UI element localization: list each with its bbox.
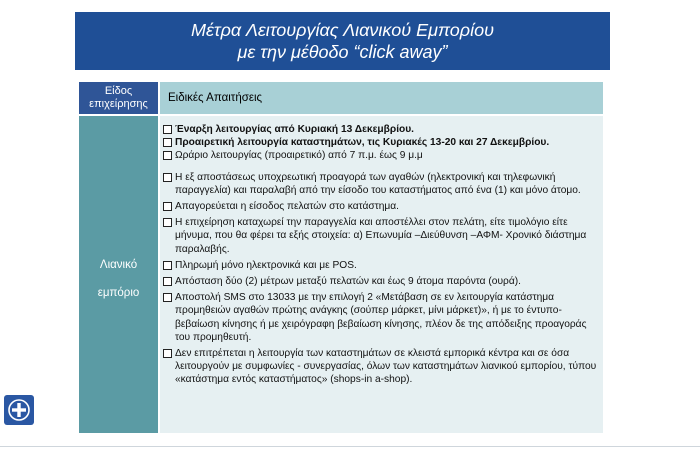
slide-title-line2: με την μέθοδο “click away” (237, 42, 448, 62)
requirement-item (163, 216, 597, 256)
requirement-text: Δεν επιτρέπεται η λειτουργία των καταστημάτων σε κλειστά εμπορικά κέντρα και σε όσα λειτουργούν με συμφωνίες - συνεργασίας, όλων των καταστημάτων λιανικού εμπορίου, τύπου «κατάστημα εντός καταστήματος» (shops-in a-shop). (175, 348, 597, 386)
checkbox-icon (163, 138, 172, 147)
requirement-text: Απαγορεύεται η είσοδος πελατών στο κατάστημα. (175, 201, 399, 213)
requirement-text: Προαιρετική λειτουργία καταστημάτων, τις Κυριακές 13-20 και 27 Δεκεμβρίου. (175, 137, 550, 149)
requirement-text: Η εξ αποστάσεως υποχρεωτική προαγορά των αγαθών (ηλεκτρονική και τηλεφωνική παραγγελία) και παραλαβή από την είσοδο του καταστήματος από ένα (1) και μόνο άτομο. (175, 171, 581, 196)
requirement-item (163, 171, 597, 197)
header-business-type-line1: Είδος (104, 85, 133, 97)
header-business-type (79, 82, 158, 114)
requirement-item (163, 123, 597, 136)
requirement-item (163, 275, 597, 288)
checkbox-icon (163, 293, 172, 302)
checkbox-icon (163, 277, 172, 286)
requirement-text: Έναρξη λειτουργίας από Κυριακή 13 Δεκεμβρίου. (175, 124, 415, 135)
checkbox-icon (163, 261, 172, 270)
checkbox-icon (163, 173, 172, 182)
slide-title (75, 12, 610, 70)
requirement-text: Αποστολή SMS στο 13033 με την επιλογή 2 «Μετάβαση σε εν λειτουργία κατάστημα προμηθειών αγαθών πρώτης ανάγκης (σούπερ μάρκετ, μίνι μάρκετ)», ή με το έντυπο-βεβαίωση κίνησης ή με χειρόγραφη βεβαίωση κίνησης, πλέον δε της απόδειξης προαγοράς του προμηθευτή. (175, 292, 587, 343)
requirements-cell (160, 116, 603, 433)
requirement-item (163, 291, 597, 344)
category-cell (79, 116, 158, 433)
checkbox-icon (163, 218, 172, 227)
header-special-requirements (160, 82, 603, 114)
checkbox-icon (163, 202, 172, 211)
bottom-divider (0, 446, 700, 447)
checkbox-icon (163, 125, 172, 134)
requirement-text: Ωράριο λειτουργίας (προαιρετικό) από 7 π.μ. έως 9 μ.μ (175, 150, 423, 162)
requirement-text: Η επιχείρηση καταχωρεί την παραγγελία και αποστέλλει στον πελάτη, είτε τιμολόγιο είτε μήνυμα, που θα φέρει τα εξής στοιχεία: α) Επωνυμία –Διεύθυνση –ΑΦΜ- Χρονικό διάστημα παραλαβής. (175, 217, 587, 255)
requirement-text: Πληρωμή μόνο ηλεκτρονικά και με POS. (175, 259, 357, 271)
slide-title-line1: Μέτρα Λειτουργίας Λιανικού Εμπορίου (190, 20, 495, 40)
checkbox-icon (163, 151, 172, 160)
checkbox-icon (163, 349, 172, 358)
category-line2: εμπόριο (97, 287, 140, 299)
requirement-item (163, 347, 597, 387)
requirement-item (163, 200, 597, 213)
header-special-requirements-label: Ειδικές Απαιτήσεις (168, 92, 263, 104)
requirement-item (163, 259, 597, 272)
category-line1: Λιανικό (99, 259, 138, 271)
greek-cross-emblem-icon (4, 395, 34, 425)
requirement-item (163, 136, 597, 149)
requirement-text: Απόσταση δύο (2) μέτρων μεταξύ πελατών και έως 9 άτομα παρόντα (ουρά). (175, 276, 521, 288)
requirement-item (163, 149, 597, 162)
header-business-type-line2: επιχείρησης (89, 98, 148, 110)
